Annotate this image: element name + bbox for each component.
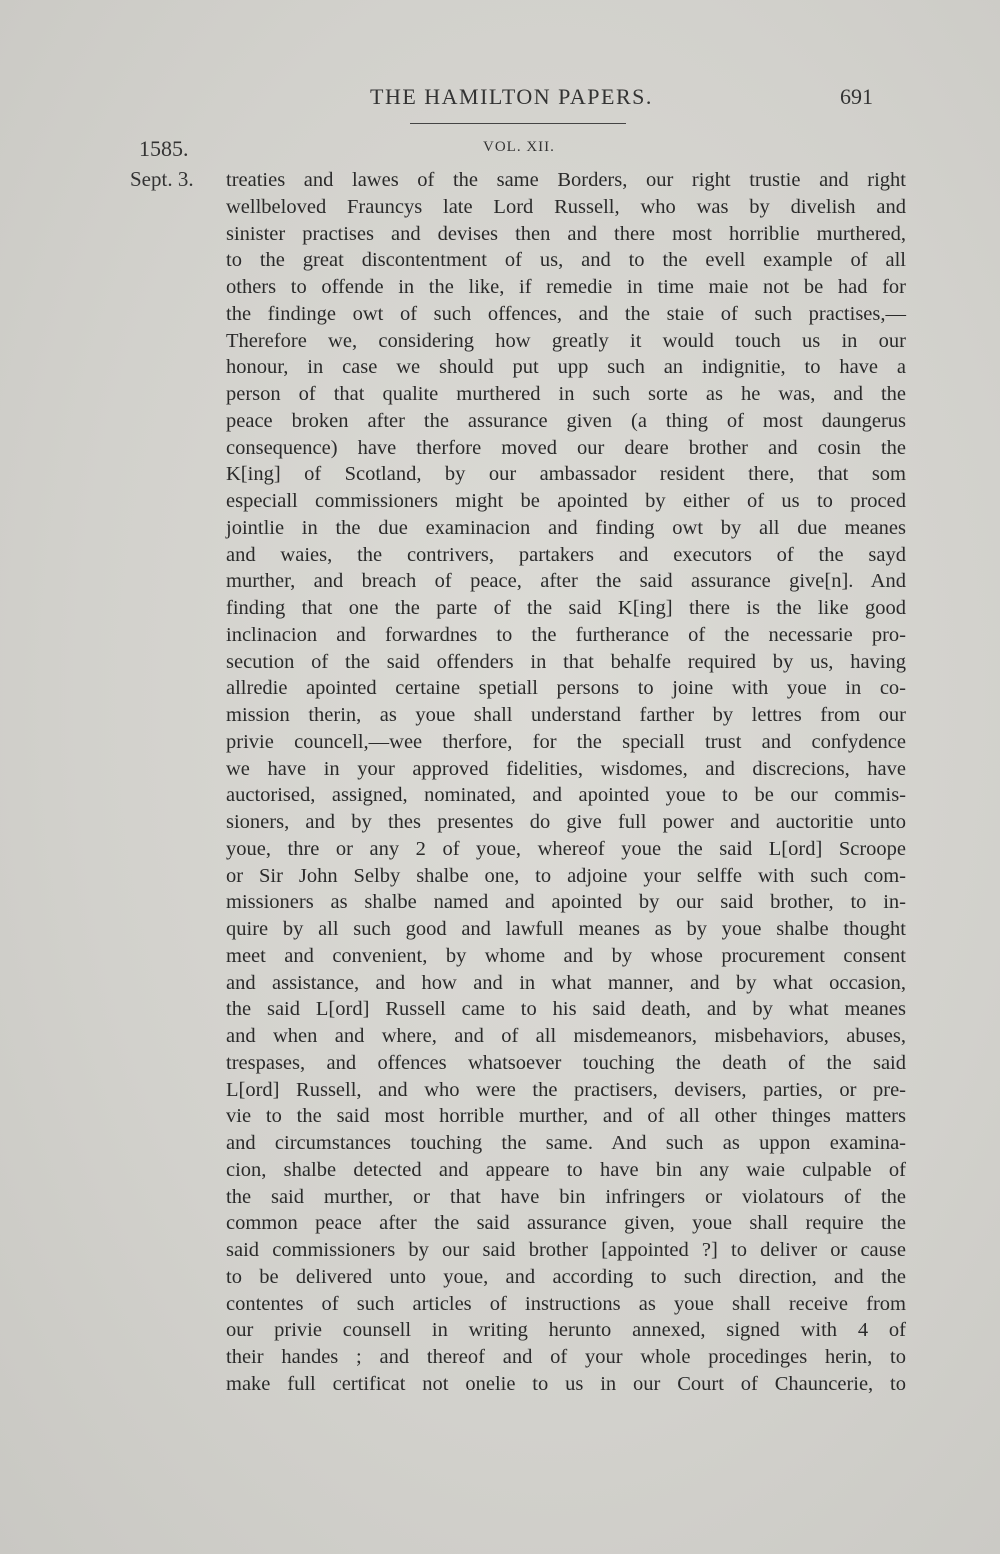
text-line: sioners, and by thes presentes do give full power and auctoritie unto [226,811,906,833]
text-line: the said murther, or that have bin infringers or violatours of the [226,1185,906,1208]
text-line: K[ing] of Scotland, by our ambassador resident there, that som [226,463,906,486]
text-line: and circumstances touching the same. And such as uppon examina- [226,1132,906,1154]
text-line: meet and convenient, by whome and by whose procurement consent [226,944,906,967]
text-line: peace broken after the assurance given (a thing of most daungerus [226,409,906,432]
text-line: inclinacion and forwardnes to the furtherance of the necessarie pro- [226,623,906,646]
volume-label: VOL. XII. [483,139,555,155]
margin-date: Sept. 3. [130,167,194,191]
running-title: THE HAMILTON PAPERS. [370,84,653,109]
text-line: especiall commissioners might be apointed by either of us to proced [226,490,906,512]
text-line: allredie apointed certaine spetiall persons to joine with youe in co- [226,677,906,700]
text-line: honour, in case we should put upp such an indignitie, to have a [226,356,906,379]
text-line: missioners as shalbe named and apointed by our said brother, to in- [226,891,906,914]
text-line: others to offende in the like, if remedie in time maie not be had for [226,276,906,298]
text-line: wellbeloved Frauncys late Lord Russell, who was by divelish and [226,195,906,218]
body-text [226,167,906,1398]
text-line: or Sir John Selby shalbe one, to adjoine your selffe with such com- [226,864,906,887]
text-line: trespases, and offences whatsoever touching the death of the said [226,1051,906,1074]
text-line: privie councell,—wee therfore, for the speciall trust and confydence [226,730,906,753]
text-line: the findinge owt of such offences, and the staie of such practises,— [226,302,906,325]
text-line: we have in your approved fidelities, wisdomes, and discrecions, have [226,757,906,780]
text-line: cion, shalbe detected and appeare to have bin any waie culpable of [226,1158,906,1181]
text-line: murther, and breach of peace, after the said assurance give[n]. And [226,570,906,593]
text-line: quire by all such good and lawfull meanes as by youe shalbe thought [226,918,906,940]
text-line: sinister practises and devises then and there most horriblie murthered, [226,222,906,245]
text-line: and when and where, and of all misdemeanors, misbehaviors, abuses, [226,1025,906,1047]
text-line: make full certificat not onelie to us in our Court of Chauncerie, to [226,1372,906,1395]
text-line: secution of the said offenders in that behalfe required by us, having [226,650,906,673]
page-number: 691 [840,84,873,109]
text-line: to be delivered unto youe, and according to such direction, and the [226,1265,906,1288]
text-line: the said L[ord] Russell came to his said death, and by what meanes [226,998,906,1021]
text-line: youe, thre or any 2 of youe, whereof youe the said L[ord] Scroope [226,837,906,860]
text-line: L[ord] Russell, and who were the practisers, devisers, parties, or pre- [226,1078,906,1101]
text-line: treaties and lawes of the same Borders, our right trustie and right [226,169,906,191]
text-line: consequence) have therfore moved our deare brother and cosin the [226,436,906,459]
text-line: auctorised, assigned, nominated, and apointed youe to be our commis- [226,784,906,807]
text-line: contentes of such articles of instructions as youe shall receive from [226,1292,906,1315]
header-rule [410,123,626,124]
text-line: mission therin, as youe shall understand farther by lettres from our [226,704,906,726]
text-line: common peace after the said assurance given, youe shall require the [226,1212,906,1235]
margin-year: 1585. [139,136,189,161]
text-line: person of that qualite murthered in such sorte as he was, and the [226,383,906,405]
text-line: and assistance, and how and in what manner, and by what occasion, [226,971,906,994]
text-line: said commissioners by our said brother [appointed ?] to deliver or cause [226,1239,906,1261]
text-line: to the great discontentment of us, and to the evell example of all [226,249,906,272]
text-line: and waies, the contrivers, partakers and executors of the sayd [226,543,906,566]
text-line: finding that one the parte of the said K[ing] there is the like good [226,597,906,619]
text-line: jointlie in the due examinacion and finding owt by all due meanes [226,516,906,539]
text-line: Therefore we, considering how greatly it would touch us in our [226,329,906,352]
text-line: their handes ; and thereof and of your whole procedinges herin, to [226,1346,906,1368]
text-line: vie to the said most horrible murther, and of all other thinges matters [226,1105,906,1128]
text-line: our privie counsell in writing herunto annexed, signed with 4 of [226,1319,906,1342]
